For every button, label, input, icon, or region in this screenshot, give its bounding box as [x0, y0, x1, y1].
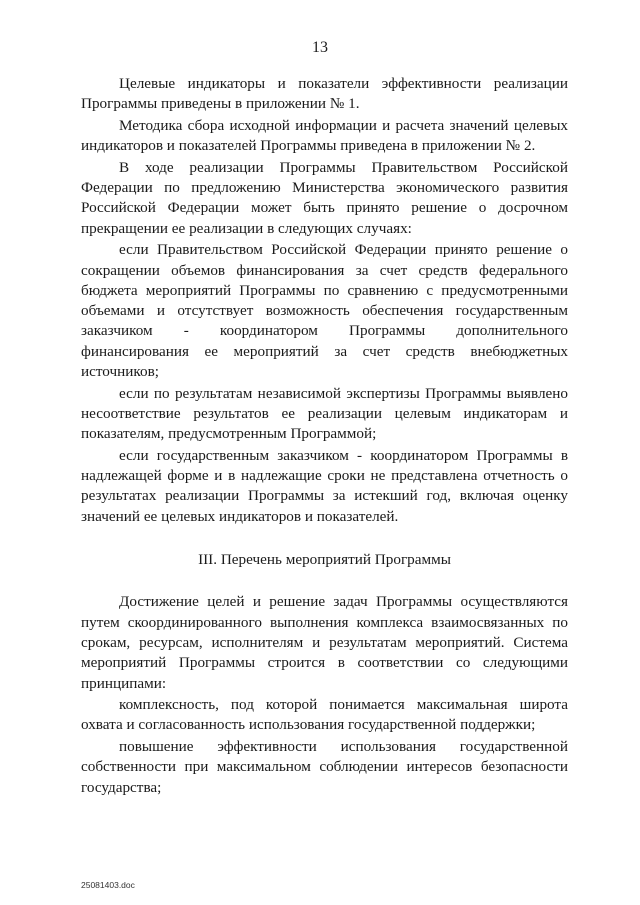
- list-item: если государственным заказчиком - координатором Программы в надлежащей форме и в надлежащие сроки не представлена отчетность о результатах реализации Программы за истекший год, включая оценку значений ее целевых индикаторов и показателей.: [81, 446, 568, 525]
- page-number: 13: [312, 39, 328, 56]
- list-item: если Правительством Российской Федерации принято решение о сокращении объемов финансирования за счет средств федерального бюджета мероприятий Программы по сравнению с предусмотренными объемами и отсутствует возможность обеспечения государственным заказчиком - координатором Программы дополнительного финансирования ее мероприятий за счет средств внебюджетных источников;: [81, 241, 568, 381]
- paragraph: Достижение целей и решение задач Программы осуществляются путем скоординированного выполнения комплекса взаимосвязанных по срокам, ресурсам, исполнителям и результатам мероприятий. Система мероприятий Программы строится в соответствии со следующими принципами:: [81, 593, 568, 692]
- paragraph: Методика сбора исходной информации и расчета значений целевых индикаторов и показателей Программы приведена в приложении № 2.: [81, 116, 568, 155]
- footer-filename: 25081403.doc: [81, 880, 135, 890]
- paragraph: Целевые индикаторы и показатели эффективности реализации Программы приведены в приложении № 1.: [81, 75, 568, 113]
- section-heading: III. Перечень мероприятий Программы: [198, 551, 451, 569]
- list-item: повышение эффективности использования государственной собственности при максимальном соблюдении интересов безопасности государства;: [81, 737, 568, 796]
- document-body: [81, 74, 568, 799]
- list-item: комплексность, под которой понимается максимальная широта охвата и согласованность использования государственной поддержки;: [81, 696, 568, 734]
- paragraph: В ходе реализации Программы Правительством Российской Федерации по предложению Министерства экономического развития Российской Федерации может быть принято решение о досрочном прекращении ее реализации в следующих случаях:: [81, 158, 568, 237]
- list-item: если по результатам независимой экспертизы Программы выявлено несоответствие результатов ее реализации целевым индикаторам и показателям, предусмотренным Программой;: [81, 384, 568, 443]
